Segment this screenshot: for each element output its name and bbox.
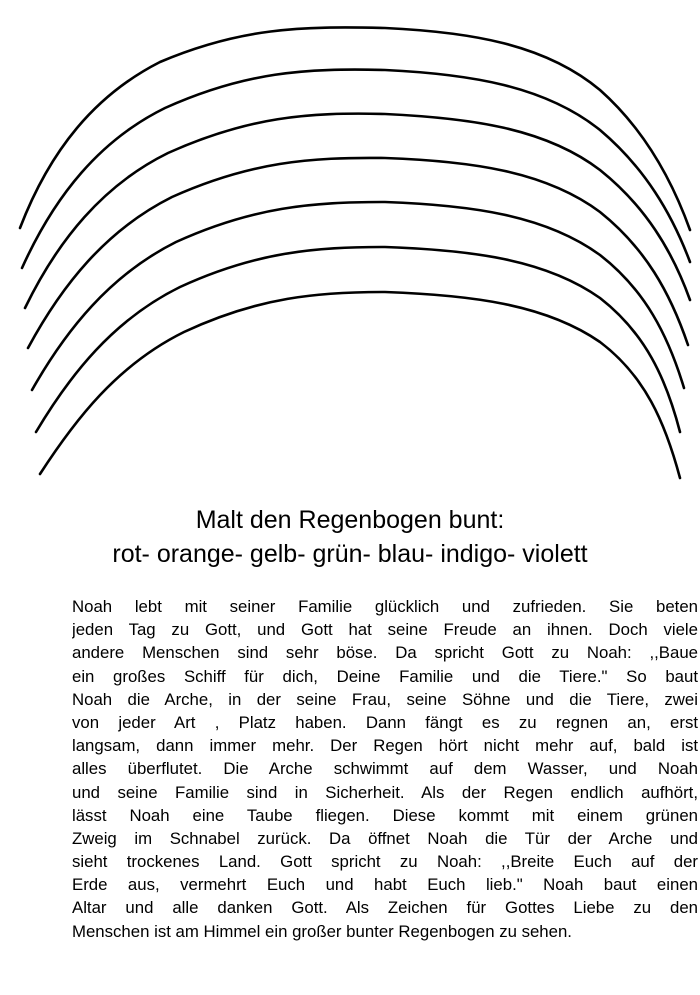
story-line: sieht trockenes Land. Gott spricht zu Noah: ,,Breite Euch auf der bbox=[72, 852, 698, 872]
rainbow-arc-2 bbox=[22, 70, 690, 268]
story-line: Zweig im Schnabel zurück. Da öffnet Noah die Tür der Arche und bbox=[72, 828, 698, 848]
color-order-heading: rot- orange- gelb- grün- blau- indigo- violett bbox=[112, 540, 588, 568]
noah-story-text bbox=[72, 595, 698, 943]
story-line: andere Menschen sind sehr böse. Da spricht Gott zu Noah: ,,Baue bbox=[72, 643, 698, 663]
story-line: jeden Tag zu Gott, und Gott hat seine Freude an ihnen. Doch viele bbox=[72, 620, 698, 640]
rainbow-arc-7 bbox=[40, 292, 680, 478]
story-line: ein großes Schiff für dich, Deine Familie und die Tiere." So baut bbox=[72, 666, 698, 686]
story-line: langsam, dann immer mehr. Der Regen hört nicht mehr auf, bald ist bbox=[72, 736, 698, 756]
story-line: Erde aus, vermehrt Euch und habt Euch lieb." Noah baut einen bbox=[72, 875, 698, 895]
instruction-heading: Malt den Regenbogen bunt: bbox=[195, 506, 505, 534]
story-line: Noah die Arche, in der seine Frau, seine Söhne und die Tiere, zwei bbox=[72, 689, 698, 709]
rainbow-arc-1 bbox=[20, 27, 690, 230]
story-line: lässt Noah eine Taube fliegen. Diese kommt mit einem grünen bbox=[72, 805, 698, 825]
rainbow-arc-6 bbox=[36, 247, 680, 432]
story-line: alles überflutet. Die Arche schwimmt auf dem Wasser, und Noah bbox=[72, 759, 698, 779]
story-line: von jeder Art , Platz haben. Dann fängt es zu regnen an, erst bbox=[72, 712, 698, 732]
story-line: Altar und alle danken Gott. Als Zeichen für Gottes Liebe zu den bbox=[72, 898, 698, 918]
story-line: Noah lebt mit seiner Familie glücklich und zufrieden. Sie beten bbox=[72, 597, 698, 616]
rainbow-arc-5 bbox=[32, 202, 684, 390]
rainbow-arc-3 bbox=[25, 114, 690, 308]
story-line: Menschen ist am Himmel ein großer bunter Regenbogen zu sehen. bbox=[72, 921, 572, 941]
story-line: und seine Familie sind in Sicherheit. Als der Regen endlich aufhört, bbox=[72, 782, 698, 802]
